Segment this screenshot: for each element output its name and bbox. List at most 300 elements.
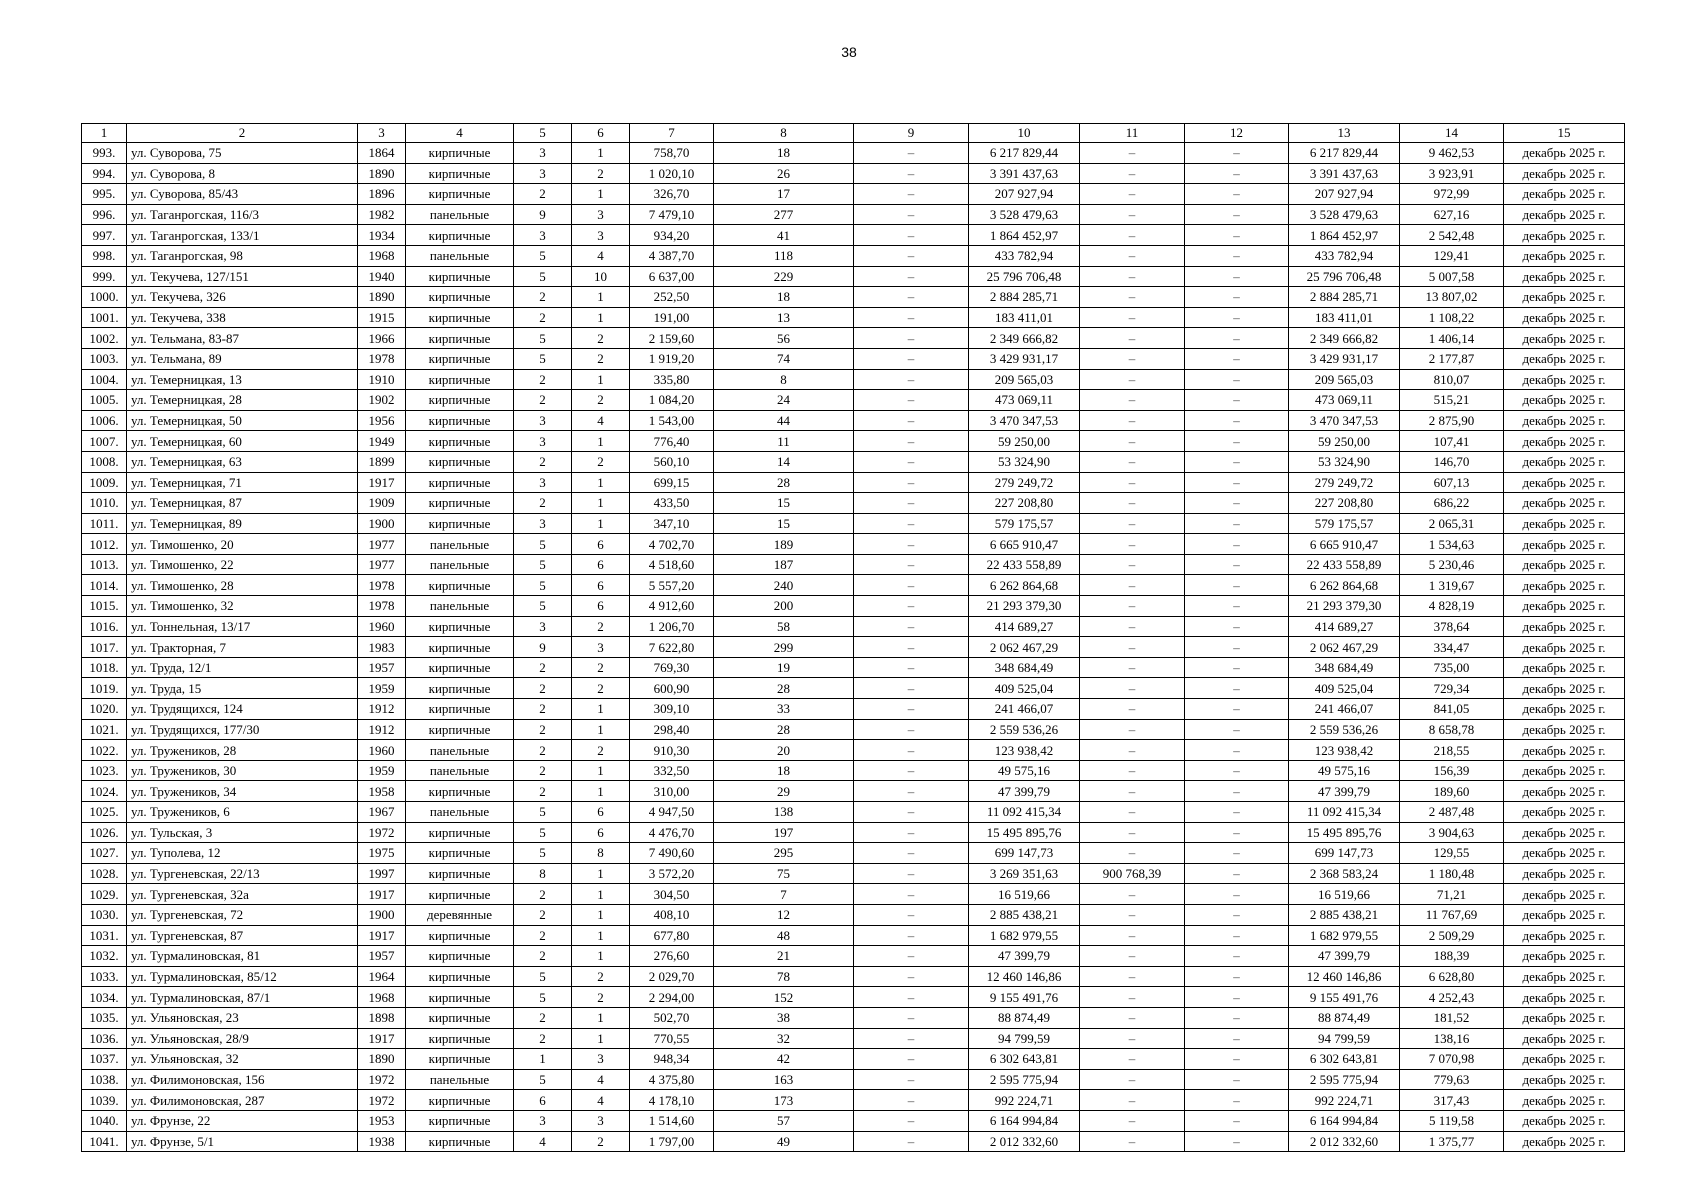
address-cell: ул. Турмалиновская, 87/1	[127, 987, 358, 1008]
address-cell: ул. Темерницкая, 63	[127, 451, 358, 472]
row-number-cell: 1011.	[82, 513, 127, 534]
table-cell: 4 252,43	[1400, 987, 1504, 1008]
table-cell: –	[854, 307, 969, 328]
table-cell: декабрь 2025 г.	[1504, 369, 1625, 390]
table-cell: –	[854, 493, 969, 514]
row-number-cell: 1038.	[82, 1069, 127, 1090]
table-cell: 53 324,90	[1289, 451, 1400, 472]
table-cell: 2	[572, 966, 630, 987]
table-cell: 414 689,27	[1289, 616, 1400, 637]
row-number-cell: 1020.	[82, 699, 127, 720]
table-cell: –	[854, 946, 969, 967]
table-row	[82, 534, 1625, 555]
table-body	[82, 143, 1625, 1152]
table-cell: 11 767,69	[1400, 904, 1504, 925]
table-cell: 2 595 775,94	[969, 1069, 1080, 1090]
table-cell: 107,41	[1400, 431, 1504, 452]
table-cell: 1900	[358, 513, 406, 534]
table-cell: 948,34	[630, 1049, 714, 1070]
table-cell: 1	[572, 287, 630, 308]
table-cell: 18	[714, 287, 854, 308]
table-cell: декабрь 2025 г.	[1504, 987, 1625, 1008]
table-row	[82, 266, 1625, 287]
row-number-cell: 1021.	[82, 719, 127, 740]
table-cell: 1975	[358, 843, 406, 864]
table-cell: 600,90	[630, 678, 714, 699]
table-cell: –	[854, 1007, 969, 1028]
table-cell: –	[854, 637, 969, 658]
table-row	[82, 184, 1625, 205]
table-cell: 2	[572, 328, 630, 349]
table-cell: 241 466,07	[1289, 699, 1400, 720]
table-cell: 1 864 452,97	[1289, 225, 1400, 246]
table-cell: 1912	[358, 719, 406, 740]
table-cell: 1917	[358, 925, 406, 946]
table-cell: 13	[714, 307, 854, 328]
table-cell: –	[1185, 287, 1289, 308]
table-row	[82, 946, 1625, 967]
address-cell: ул. Текучева, 127/151	[127, 266, 358, 287]
table-cell: декабрь 2025 г.	[1504, 843, 1625, 864]
row-number-cell: 1039.	[82, 1090, 127, 1111]
table-cell: 1	[572, 699, 630, 720]
table-cell: –	[1185, 163, 1289, 184]
table-cell: 2 368 583,24	[1289, 863, 1400, 884]
table-cell: 3	[514, 431, 572, 452]
table-cell: –	[1080, 802, 1185, 823]
table-cell: –	[1185, 925, 1289, 946]
table-cell: –	[854, 904, 969, 925]
table-cell: 6 217 829,44	[969, 143, 1080, 164]
table-cell: 1	[572, 431, 630, 452]
table-cell: декабрь 2025 г.	[1504, 925, 1625, 946]
page-number: 38	[841, 44, 857, 60]
table-cell: –	[1080, 1007, 1185, 1028]
table-cell: декабрь 2025 г.	[1504, 637, 1625, 658]
table-cell: 579 175,57	[969, 513, 1080, 534]
table-cell: 5	[514, 348, 572, 369]
table-cell: 2 559 536,26	[1289, 719, 1400, 740]
table-cell: –	[854, 287, 969, 308]
table-cell: 6	[514, 1090, 572, 1111]
table-cell: кирпичные	[406, 451, 514, 472]
table-cell: 3	[514, 143, 572, 164]
housing-register-table	[81, 123, 1625, 1152]
table-cell: 1	[572, 946, 630, 967]
table-cell: 699 147,73	[1289, 843, 1400, 864]
row-number-cell: 1033.	[82, 966, 127, 987]
row-number-cell: 1013.	[82, 554, 127, 575]
table-row	[82, 925, 1625, 946]
row-number-cell: 999.	[82, 266, 127, 287]
table-cell: –	[854, 822, 969, 843]
table-cell: кирпичные	[406, 1090, 514, 1111]
table-cell: 1910	[358, 369, 406, 390]
table-cell: 53 324,90	[969, 451, 1080, 472]
table-cell: 58	[714, 616, 854, 637]
table-cell: 992 224,71	[969, 1090, 1080, 1111]
table-cell: 183 411,01	[1289, 307, 1400, 328]
table-cell: –	[1185, 781, 1289, 802]
table-row	[82, 225, 1625, 246]
table-cell: 2	[514, 740, 572, 761]
row-number-cell: 994.	[82, 163, 127, 184]
table-cell: –	[1185, 678, 1289, 699]
table-row	[82, 143, 1625, 164]
table-cell: 2	[572, 451, 630, 472]
table-cell: декабрь 2025 г.	[1504, 884, 1625, 905]
table-cell: 21	[714, 946, 854, 967]
table-cell: –	[1080, 699, 1185, 720]
table-cell: –	[1080, 1090, 1185, 1111]
table-cell: 1959	[358, 678, 406, 699]
table-cell: –	[1185, 699, 1289, 720]
column-header: 10	[969, 124, 1080, 143]
table-cell: 2 509,29	[1400, 925, 1504, 946]
table-cell: 2	[514, 699, 572, 720]
table-cell: 200	[714, 596, 854, 617]
table-cell: 5 557,20	[630, 575, 714, 596]
table-cell: декабрь 2025 г.	[1504, 1007, 1625, 1028]
table-cell: 1	[572, 719, 630, 740]
table-cell: 32	[714, 1028, 854, 1049]
table-cell: 22 433 558,89	[969, 554, 1080, 575]
table-cell: 123 938,42	[969, 740, 1080, 761]
table-cell: 4	[572, 245, 630, 266]
table-cell: 129,41	[1400, 245, 1504, 266]
table-cell: –	[854, 534, 969, 555]
table-cell: –	[1185, 204, 1289, 225]
table-cell: –	[1185, 472, 1289, 493]
table-cell: кирпичные	[406, 225, 514, 246]
address-cell: ул. Суворова, 8	[127, 163, 358, 184]
table-cell: 173	[714, 1090, 854, 1111]
address-cell: ул. Турмалиновская, 85/12	[127, 966, 358, 987]
table-cell: 3 923,91	[1400, 163, 1504, 184]
table-cell: 560,10	[630, 451, 714, 472]
table-cell: 779,63	[1400, 1069, 1504, 1090]
table-cell: 3	[514, 163, 572, 184]
table-cell: 309,10	[630, 699, 714, 720]
table-row	[82, 245, 1625, 266]
table-cell: 1917	[358, 472, 406, 493]
table-cell: 5	[514, 554, 572, 575]
table-row	[82, 348, 1625, 369]
table-cell: декабрь 2025 г.	[1504, 163, 1625, 184]
table-cell: –	[1185, 740, 1289, 761]
table-cell: –	[854, 678, 969, 699]
table-cell: 5	[514, 245, 572, 266]
table-cell: 146,70	[1400, 451, 1504, 472]
table-cell: –	[1185, 863, 1289, 884]
table-cell: декабрь 2025 г.	[1504, 204, 1625, 225]
table-cell: 910,30	[630, 740, 714, 761]
table-cell: 7	[714, 884, 854, 905]
table-row	[82, 204, 1625, 225]
table-cell: –	[1080, 513, 1185, 534]
row-number-cell: 1030.	[82, 904, 127, 925]
table-cell: –	[1080, 1069, 1185, 1090]
table-cell: –	[1185, 493, 1289, 514]
table-cell: декабрь 2025 г.	[1504, 143, 1625, 164]
table-cell: 1 084,20	[630, 390, 714, 411]
table-cell: 6 302 643,81	[969, 1049, 1080, 1070]
table-cell: 335,80	[630, 369, 714, 390]
table-cell: декабрь 2025 г.	[1504, 287, 1625, 308]
table-cell: 776,40	[630, 431, 714, 452]
table-cell: 277	[714, 204, 854, 225]
table-cell: 9 155 491,76	[1289, 987, 1400, 1008]
table-cell: 49 575,16	[969, 760, 1080, 781]
table-cell: 71,21	[1400, 884, 1504, 905]
table-cell: 2	[572, 390, 630, 411]
table-cell: 992 224,71	[1289, 1090, 1400, 1111]
row-number-cell: 1004.	[82, 369, 127, 390]
table-cell: 1	[572, 760, 630, 781]
table-cell: кирпичные	[406, 1110, 514, 1131]
row-number-cell: 1014.	[82, 575, 127, 596]
table-cell: 183 411,01	[969, 307, 1080, 328]
row-number-cell: 1007.	[82, 431, 127, 452]
table-cell: 5	[514, 1069, 572, 1090]
table-cell: кирпичные	[406, 369, 514, 390]
table-cell: –	[1185, 266, 1289, 287]
table-cell: 2 885 438,21	[969, 904, 1080, 925]
table-cell: –	[854, 266, 969, 287]
table-row	[82, 699, 1625, 720]
table-cell: –	[1185, 884, 1289, 905]
table-cell: 1 206,70	[630, 616, 714, 637]
table-cell: 2	[514, 884, 572, 905]
table-cell: 4 828,19	[1400, 596, 1504, 617]
table-cell: 14	[714, 451, 854, 472]
table-cell: –	[854, 431, 969, 452]
header-row	[82, 124, 1625, 143]
table-cell: –	[854, 575, 969, 596]
table-cell: –	[1185, 513, 1289, 534]
table-cell: –	[1185, 802, 1289, 823]
table-cell: 12 460 146,86	[969, 966, 1080, 987]
table-cell: –	[1185, 843, 1289, 864]
table-cell: –	[854, 184, 969, 205]
table-cell: –	[1185, 554, 1289, 575]
table-cell: 1	[572, 884, 630, 905]
table-cell: –	[1080, 225, 1185, 246]
table-cell: 334,47	[1400, 637, 1504, 658]
table-cell: –	[1185, 822, 1289, 843]
table-cell: 1968	[358, 987, 406, 1008]
table-cell: –	[1185, 451, 1289, 472]
table-cell: 189,60	[1400, 781, 1504, 802]
table-cell: 138	[714, 802, 854, 823]
table-cell: 3 528 479,63	[1289, 204, 1400, 225]
table-cell: 473 069,11	[1289, 390, 1400, 411]
table-cell: 4 476,70	[630, 822, 714, 843]
table-cell: 6 637,00	[630, 266, 714, 287]
table-cell: 2	[514, 1028, 572, 1049]
table-cell: 18	[714, 760, 854, 781]
table-cell: 4 178,10	[630, 1090, 714, 1111]
table-cell: –	[1080, 822, 1185, 843]
row-number-cell: 1002.	[82, 328, 127, 349]
table-cell: 1958	[358, 781, 406, 802]
table-cell: 900 768,39	[1080, 863, 1185, 884]
table-cell: 2	[572, 616, 630, 637]
table-cell: –	[1080, 616, 1185, 637]
table-cell: –	[854, 143, 969, 164]
table-cell: 1959	[358, 760, 406, 781]
table-cell: –	[854, 554, 969, 575]
table-cell: 299	[714, 637, 854, 658]
table-cell: декабрь 2025 г.	[1504, 493, 1625, 514]
table-cell: 47 399,79	[969, 781, 1080, 802]
table-cell: 1	[572, 472, 630, 493]
table-cell: 1960	[358, 740, 406, 761]
table-cell: декабрь 2025 г.	[1504, 1049, 1625, 1070]
table-cell: 6 217 829,44	[1289, 143, 1400, 164]
table-cell: 13 807,02	[1400, 287, 1504, 308]
table-cell: –	[854, 451, 969, 472]
table-cell: 934,20	[630, 225, 714, 246]
table-cell: 15	[714, 513, 854, 534]
table-cell: 38	[714, 1007, 854, 1028]
table-cell: 28	[714, 678, 854, 699]
table-cell: 2 349 666,82	[1289, 328, 1400, 349]
table-cell: 1997	[358, 863, 406, 884]
table-cell: 2	[572, 678, 630, 699]
table-cell: кирпичные	[406, 307, 514, 328]
table-cell: –	[854, 1090, 969, 1111]
table-cell: 2	[514, 493, 572, 514]
table-cell: 138,16	[1400, 1028, 1504, 1049]
row-number-cell: 1026.	[82, 822, 127, 843]
table-cell: –	[854, 699, 969, 720]
table-cell: 49	[714, 1131, 854, 1152]
table-cell: 3 391 437,63	[1289, 163, 1400, 184]
table-cell: 5	[514, 266, 572, 287]
row-number-cell: 1037.	[82, 1049, 127, 1070]
address-cell: ул. Фрунзе, 5/1	[127, 1131, 358, 1152]
table-cell: 1938	[358, 1131, 406, 1152]
table-cell: декабрь 2025 г.	[1504, 307, 1625, 328]
table-cell: 3	[514, 472, 572, 493]
table-cell: 6 164 994,84	[969, 1110, 1080, 1131]
table-cell: 8 658,78	[1400, 719, 1504, 740]
table-cell: 304,50	[630, 884, 714, 905]
table-cell: 227 208,80	[969, 493, 1080, 514]
address-cell: ул. Тружеников, 6	[127, 802, 358, 823]
table-cell: 118	[714, 245, 854, 266]
table-row	[82, 966, 1625, 987]
table-cell: 5	[514, 328, 572, 349]
table-cell: панельные	[406, 596, 514, 617]
table-cell: –	[1080, 307, 1185, 328]
table-cell: кирпичные	[406, 657, 514, 678]
table-cell: 5	[514, 843, 572, 864]
table-cell: –	[1185, 431, 1289, 452]
table-cell: панельные	[406, 534, 514, 555]
table-cell: –	[854, 1049, 969, 1070]
table-cell: 2 294,00	[630, 987, 714, 1008]
table-cell: 348 684,49	[969, 657, 1080, 678]
table-cell: 88 874,49	[1289, 1007, 1400, 1028]
table-cell: 7 622,80	[630, 637, 714, 658]
table-cell: –	[1185, 348, 1289, 369]
table-cell: 2	[572, 657, 630, 678]
address-cell: ул. Тракторная, 7	[127, 637, 358, 658]
table-cell: кирпичные	[406, 410, 514, 431]
table-cell: –	[1080, 678, 1185, 699]
table-row	[82, 781, 1625, 802]
table-row	[82, 719, 1625, 740]
table-cell: 841,05	[1400, 699, 1504, 720]
table-cell: декабрь 2025 г.	[1504, 1131, 1625, 1152]
table-cell: 2 349 666,82	[969, 328, 1080, 349]
address-cell: ул. Таганрогская, 98	[127, 245, 358, 266]
table-row	[82, 410, 1625, 431]
address-cell: ул. Трудящихся, 177/30	[127, 719, 358, 740]
table-cell: 28	[714, 719, 854, 740]
table-cell: 6	[572, 554, 630, 575]
table-cell: 15	[714, 493, 854, 514]
table-cell: 7 070,98	[1400, 1049, 1504, 1070]
table-cell: –	[1080, 390, 1185, 411]
table-cell: 5 007,58	[1400, 266, 1504, 287]
table-cell: 1	[572, 1028, 630, 1049]
address-cell: ул. Таганрогская, 133/1	[127, 225, 358, 246]
table-cell: 348 684,49	[1289, 657, 1400, 678]
table-cell: 1	[572, 143, 630, 164]
table-cell: 347,10	[630, 513, 714, 534]
address-cell: ул. Суворова, 75	[127, 143, 358, 164]
table-cell: 317,43	[1400, 1090, 1504, 1111]
table-cell: –	[1080, 245, 1185, 266]
row-number-cell: 1029.	[82, 884, 127, 905]
table-cell: 129,55	[1400, 843, 1504, 864]
table-cell: –	[1080, 534, 1185, 555]
table-cell: –	[1185, 946, 1289, 967]
table-cell: декабрь 2025 г.	[1504, 451, 1625, 472]
table-cell: 11 092 415,34	[969, 802, 1080, 823]
table-cell: 3	[572, 637, 630, 658]
row-number-cell: 1009.	[82, 472, 127, 493]
table-cell: –	[1080, 431, 1185, 452]
table-cell: кирпичные	[406, 328, 514, 349]
address-cell: ул. Труда, 15	[127, 678, 358, 699]
address-cell: ул. Тургеневская, 87	[127, 925, 358, 946]
row-number-cell: 1024.	[82, 781, 127, 802]
table-cell: 4 375,80	[630, 1069, 714, 1090]
table-cell: 473 069,11	[969, 390, 1080, 411]
table-cell: декабрь 2025 г.	[1504, 657, 1625, 678]
table-cell: 1982	[358, 204, 406, 225]
address-cell: ул. Тружеников, 34	[127, 781, 358, 802]
table-cell: –	[1185, 390, 1289, 411]
table-cell: 1949	[358, 431, 406, 452]
row-number-cell: 1032.	[82, 946, 127, 967]
table-cell: 4 947,50	[630, 802, 714, 823]
table-cell: –	[854, 472, 969, 493]
table-cell: 2 875,90	[1400, 410, 1504, 431]
table-cell: –	[854, 925, 969, 946]
column-header: 12	[1185, 124, 1289, 143]
table-cell: 1917	[358, 884, 406, 905]
table-cell: –	[1080, 410, 1185, 431]
table-cell: 2 065,31	[1400, 513, 1504, 534]
table-cell: 47 399,79	[969, 946, 1080, 967]
row-number-cell: 1012.	[82, 534, 127, 555]
table-cell: –	[854, 987, 969, 1008]
